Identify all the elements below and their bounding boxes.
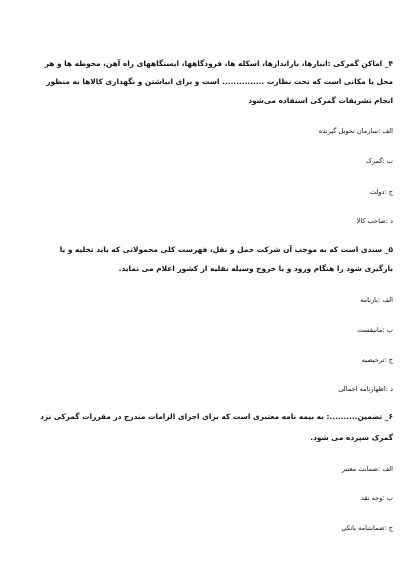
question-6-line-2: گمرک سپرده می شود. <box>310 433 393 442</box>
question-4-line-3: انجام تشریفات گمرکی استفاده می‌شود <box>248 96 393 105</box>
question-6-option-c: ج :ضمانتنامه بانکی <box>341 524 393 532</box>
question-6-option-a: الف :ضمانت معتبر <box>341 465 393 473</box>
question-5-line-2: بارگیری شود را هنگام ورود و یا خروج وسیله نقلیه از کشور اعلام می نماید. <box>118 264 393 273</box>
question-5-line-1: ۵_ سندی است که به موجب آن شرکت حمل و نقل، فهرست کلی محمولاتی که باید تخلیه و یا <box>59 245 393 254</box>
question-5-option-d: د :اظهارنامه اجمالی <box>338 385 393 393</box>
question-4-option-c: ج :دولت <box>369 188 393 196</box>
question-4-option-a: الف :سازمان تحویل گیرنده <box>318 127 393 135</box>
question-6-line-1: ۶_ تضمین..........: به بیمه نامه معتبری است که برای اجرای الزامات مندرج در مقررات گمرکی نزد <box>40 412 393 421</box>
question-4-option-b: ب :گمرک <box>365 157 393 165</box>
question-4-option-d: د :صاحب کالا <box>356 217 393 225</box>
question-5-option-c: ج :ترخیصیه <box>361 356 393 364</box>
question-4-line-2: محل یا مکانی است که تحت نظارت ............... است و برای انباشتن و نگهداری کالاها به منظور <box>46 77 393 86</box>
question-4-line-1: ۴_ اماکن گمرکی :انبارها، بارانداز‌ها، اسکله ها، فرودگاهها، ایستگاههای راه آهن، محوطه ها و هر <box>44 59 393 68</box>
question-5-option-b: ب :مانیفست <box>357 326 393 334</box>
question-5-option-a: الف :بارنامه <box>360 296 393 304</box>
question-6-option-b: ب :وجه نقد <box>360 494 393 502</box>
